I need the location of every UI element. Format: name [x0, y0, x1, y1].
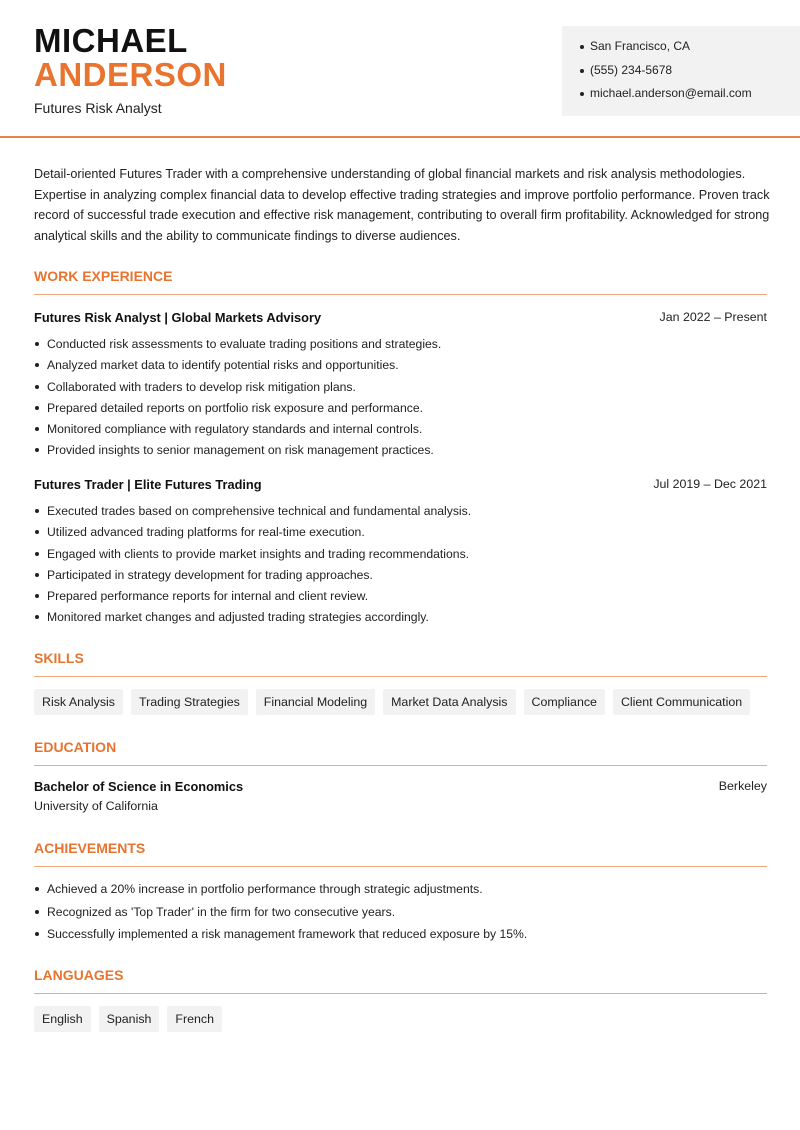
list-item: Participated in strategy development for trading approaches.	[34, 567, 767, 588]
section-title-achievements: ACHIEVEMENTS	[34, 840, 146, 856]
section-divider	[34, 294, 767, 295]
skill-chip: Trading Strategies	[131, 689, 248, 715]
professional-summary: Detail-oriented Futures Trader with a comprehensive understanding of global financial markets and risk analysis methodologies. Expertise in analyzing complex financial data to develop effective trading strategies and improve portfolio performance. Proven track record of successful trade execution and effective risk management, contributing to overall firm profitability. Acknowledged for strong analytical skills and the ability to communicate findings to diverse audiences.	[34, 167, 770, 243]
list-item: Monitored market changes and adjusted trading strategies accordingly.	[34, 609, 767, 630]
list-item: Prepared detailed reports on portfolio risk exposure and performance.	[34, 400, 767, 421]
list-item: Monitored compliance with regulatory standards and internal controls.	[34, 421, 767, 442]
last-name: ANDERSON	[34, 56, 227, 93]
job-bullets	[34, 336, 767, 464]
list-item: Prepared performance reports for internal and client review.	[34, 588, 767, 609]
skill-chip: Client Communication	[613, 689, 750, 715]
language-chip: English	[34, 1006, 91, 1032]
languages-list	[34, 1006, 222, 1032]
language-chip: French	[167, 1006, 222, 1032]
job-header	[34, 310, 767, 325]
contact-email[interactable]: michael.anderson@email.com	[580, 85, 800, 109]
education-entry	[34, 779, 767, 813]
language-chip: Spanish	[99, 1006, 160, 1032]
skill-chip: Compliance	[524, 689, 605, 715]
contact-phone: (555) 234-5678	[580, 62, 800, 86]
section-title-skills: SKILLS	[34, 650, 84, 666]
job-dates: Jul 2019 – Dec 2021	[653, 477, 767, 491]
list-item: Achieved a 20% increase in portfolio performance through strategic adjustments.	[34, 881, 767, 904]
job-header	[34, 477, 767, 492]
degree: Bachelor of Science in Economics	[34, 779, 244, 794]
skill-chip: Risk Analysis	[34, 689, 123, 715]
skill-chip: Financial Modeling	[256, 689, 375, 715]
section-divider	[34, 676, 767, 677]
job-role: Futures Risk Analyst | Global Markets Advisory	[34, 310, 322, 325]
contact-location: San Francisco, CA	[580, 38, 800, 62]
section-divider	[34, 993, 767, 994]
list-item: Conducted risk assessments to evaluate trading positions and strategies.	[34, 336, 767, 357]
job-bullets	[34, 503, 767, 631]
skill-chip: Market Data Analysis	[383, 689, 515, 715]
first-name: MICHAEL	[34, 22, 188, 59]
section-divider	[34, 866, 767, 867]
job-title: Futures Risk Analyst	[34, 100, 162, 116]
list-item: Executed trades based on comprehensive technical and fundamental analysis.	[34, 503, 767, 524]
skills-list	[34, 689, 750, 715]
job-dates: Jan 2022 – Present	[659, 310, 767, 324]
resume-header	[0, 0, 800, 138]
list-item: Collaborated with traders to develop risk mitigation plans.	[34, 379, 767, 400]
section-title-education: EDUCATION	[34, 739, 117, 755]
section-title-languages: LANGUAGES	[34, 967, 124, 983]
section-title-work: WORK EXPERIENCE	[34, 268, 173, 284]
job-role: Futures Trader | Elite Futures Trading	[34, 477, 262, 492]
list-item: Recognized as 'Top Trader' in the firm for two consecutive years.	[34, 904, 767, 927]
contact-box	[562, 26, 800, 116]
list-item: Successfully implemented a risk management framework that reduced exposure by 15%.	[34, 926, 767, 949]
list-item: Analyzed market data to identify potential risks and opportunities.	[34, 357, 767, 378]
education-location: Berkeley	[718, 779, 767, 793]
list-item: Engaged with clients to provide market insights and trading recommendations.	[34, 546, 767, 567]
school: University of California	[34, 799, 158, 813]
list-item: Utilized advanced trading platforms for real-time execution.	[34, 524, 767, 545]
section-divider	[34, 765, 767, 766]
achievements-list	[34, 881, 767, 949]
list-item: Provided insights to senior management on risk management practices.	[34, 442, 767, 463]
